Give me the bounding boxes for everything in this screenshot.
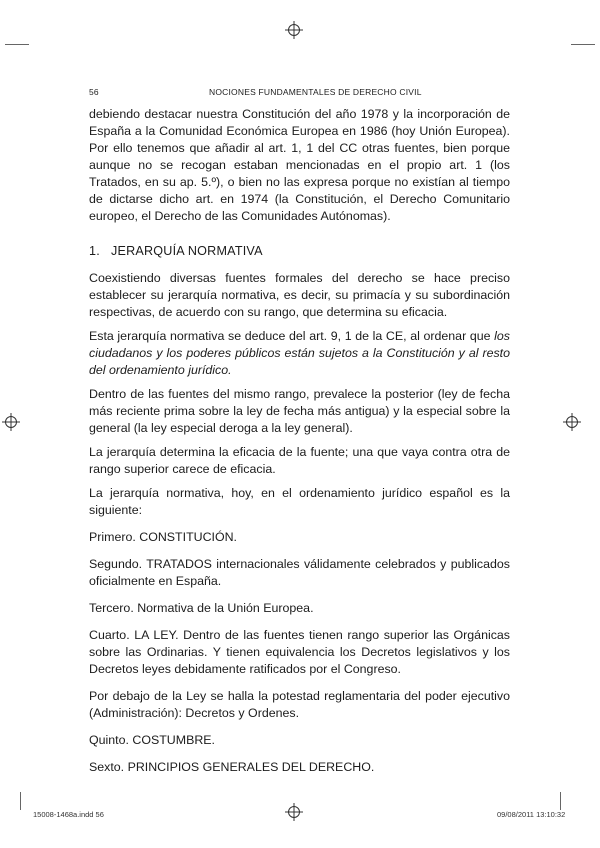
section-number: 1. — [89, 244, 100, 258]
registration-mark-bottom-icon — [288, 806, 300, 818]
list-item-quinto: Quinto. COSTUMBRE. — [89, 733, 215, 747]
list-item-primero: Primero. CONSTITUCIÓN. — [89, 530, 238, 544]
crop-mark-top-right — [571, 44, 595, 45]
crop-mark-bottom-left — [20, 792, 21, 810]
paragraph-art-9 — [89, 328, 510, 379]
paragraph-eficacia: La jerarquía determina la eficacia de la fuente; una que vaya contra otra de rango superior carece de eficacia. — [89, 445, 510, 476]
section-title: JERARQUÍA NORMATIVA — [111, 244, 263, 258]
footer-file-name: 15008-1468a.indd 56 — [33, 810, 104, 819]
page-number: 56 — [89, 87, 99, 97]
crop-mark-bottom-right — [560, 792, 561, 810]
list-item-reglamentaria: Por debajo de la Ley se halla la potestad reglamentaria del poder ejecutivo (Administración): Decretos y Ordenes. — [89, 689, 510, 720]
intro-paragraph: debiendo destacar nuestra Constitución del año 1978 y la incorporación de España a la Comunidad Económica Europea en 1986 (hoy Unión Europea). Por ello tenemos que añadir al art. 1, 1 del CC otras fuentes, bien porque aunque no se recogan estaban mencionadas en el propio art. 1 (los Tratados, en su ap. 5.º), o bien no las expresa porque no existían al tiempo de dictarse dicho art. en 1974 (la Constitución, el Derecho Comunitario europeo, el Derecho de las Comunidades Autónomas). — [89, 107, 510, 223]
section-heading — [89, 243, 510, 260]
list-item-sexto: Sexto. PRINCIPIOS GENERALES DEL DERECHO. — [89, 760, 375, 774]
paragraph-jerarquia-hoy: La jerarquía normativa, hoy, en el ordenamiento jurídico español es la siguiente: — [89, 486, 510, 517]
list-item-cuarto: Cuarto. LA LEY. Dentro de las fuentes tienen rango superior las Orgánicas sobre las Ordinarias. Y tienen equivalencia los Decretos legislativos y los Decretos leyes debidamente ratificados por el Congreso. — [89, 628, 510, 676]
paragraph-fuentes: Coexistiendo diversas fuentes formales del derecho se hace preciso establecer su jerarquía normativa, es decir, su primacía y su subordinación respectivas, de acuerdo con su rango, que determina su eficacia. — [89, 271, 510, 319]
paragraph-art-9-quote: los ciudadanos y los poderes públicos están sujetos a la Constitución y al resto del ordenamiento jurídico. — [89, 329, 510, 377]
list-item-tercero: Tercero. Normativa de la Unión Europea. — [89, 601, 314, 615]
running-title: NOCIONES FUNDAMENTALES DE DERECHO CIVIL — [209, 87, 422, 97]
registration-mark-left-icon — [5, 416, 17, 428]
registration-mark-right-icon — [566, 416, 578, 428]
list-item-segundo: Segundo. TRATADOS internacionales válidamente celebrados y publicados oficialmente en España. — [89, 557, 510, 588]
registration-mark-top-icon — [288, 24, 300, 36]
crop-mark-top-left — [5, 44, 29, 45]
footer-timestamp: 09/08/2011 13:10:32 — [497, 810, 566, 819]
page-body — [89, 106, 510, 786]
paragraph-art-9-lead: Esta jerarquía normativa se deduce del art. 9, 1 de la CE, al ordenar que — [89, 329, 495, 343]
paragraph-mismo-rango: Dentro de las fuentes del mismo rango, prevalece la posterior (ley de fecha más reciente prima sobre la ley de fecha más antigua) y la especial sobre la general (la ley especial deroga a la ley general). — [89, 387, 510, 435]
